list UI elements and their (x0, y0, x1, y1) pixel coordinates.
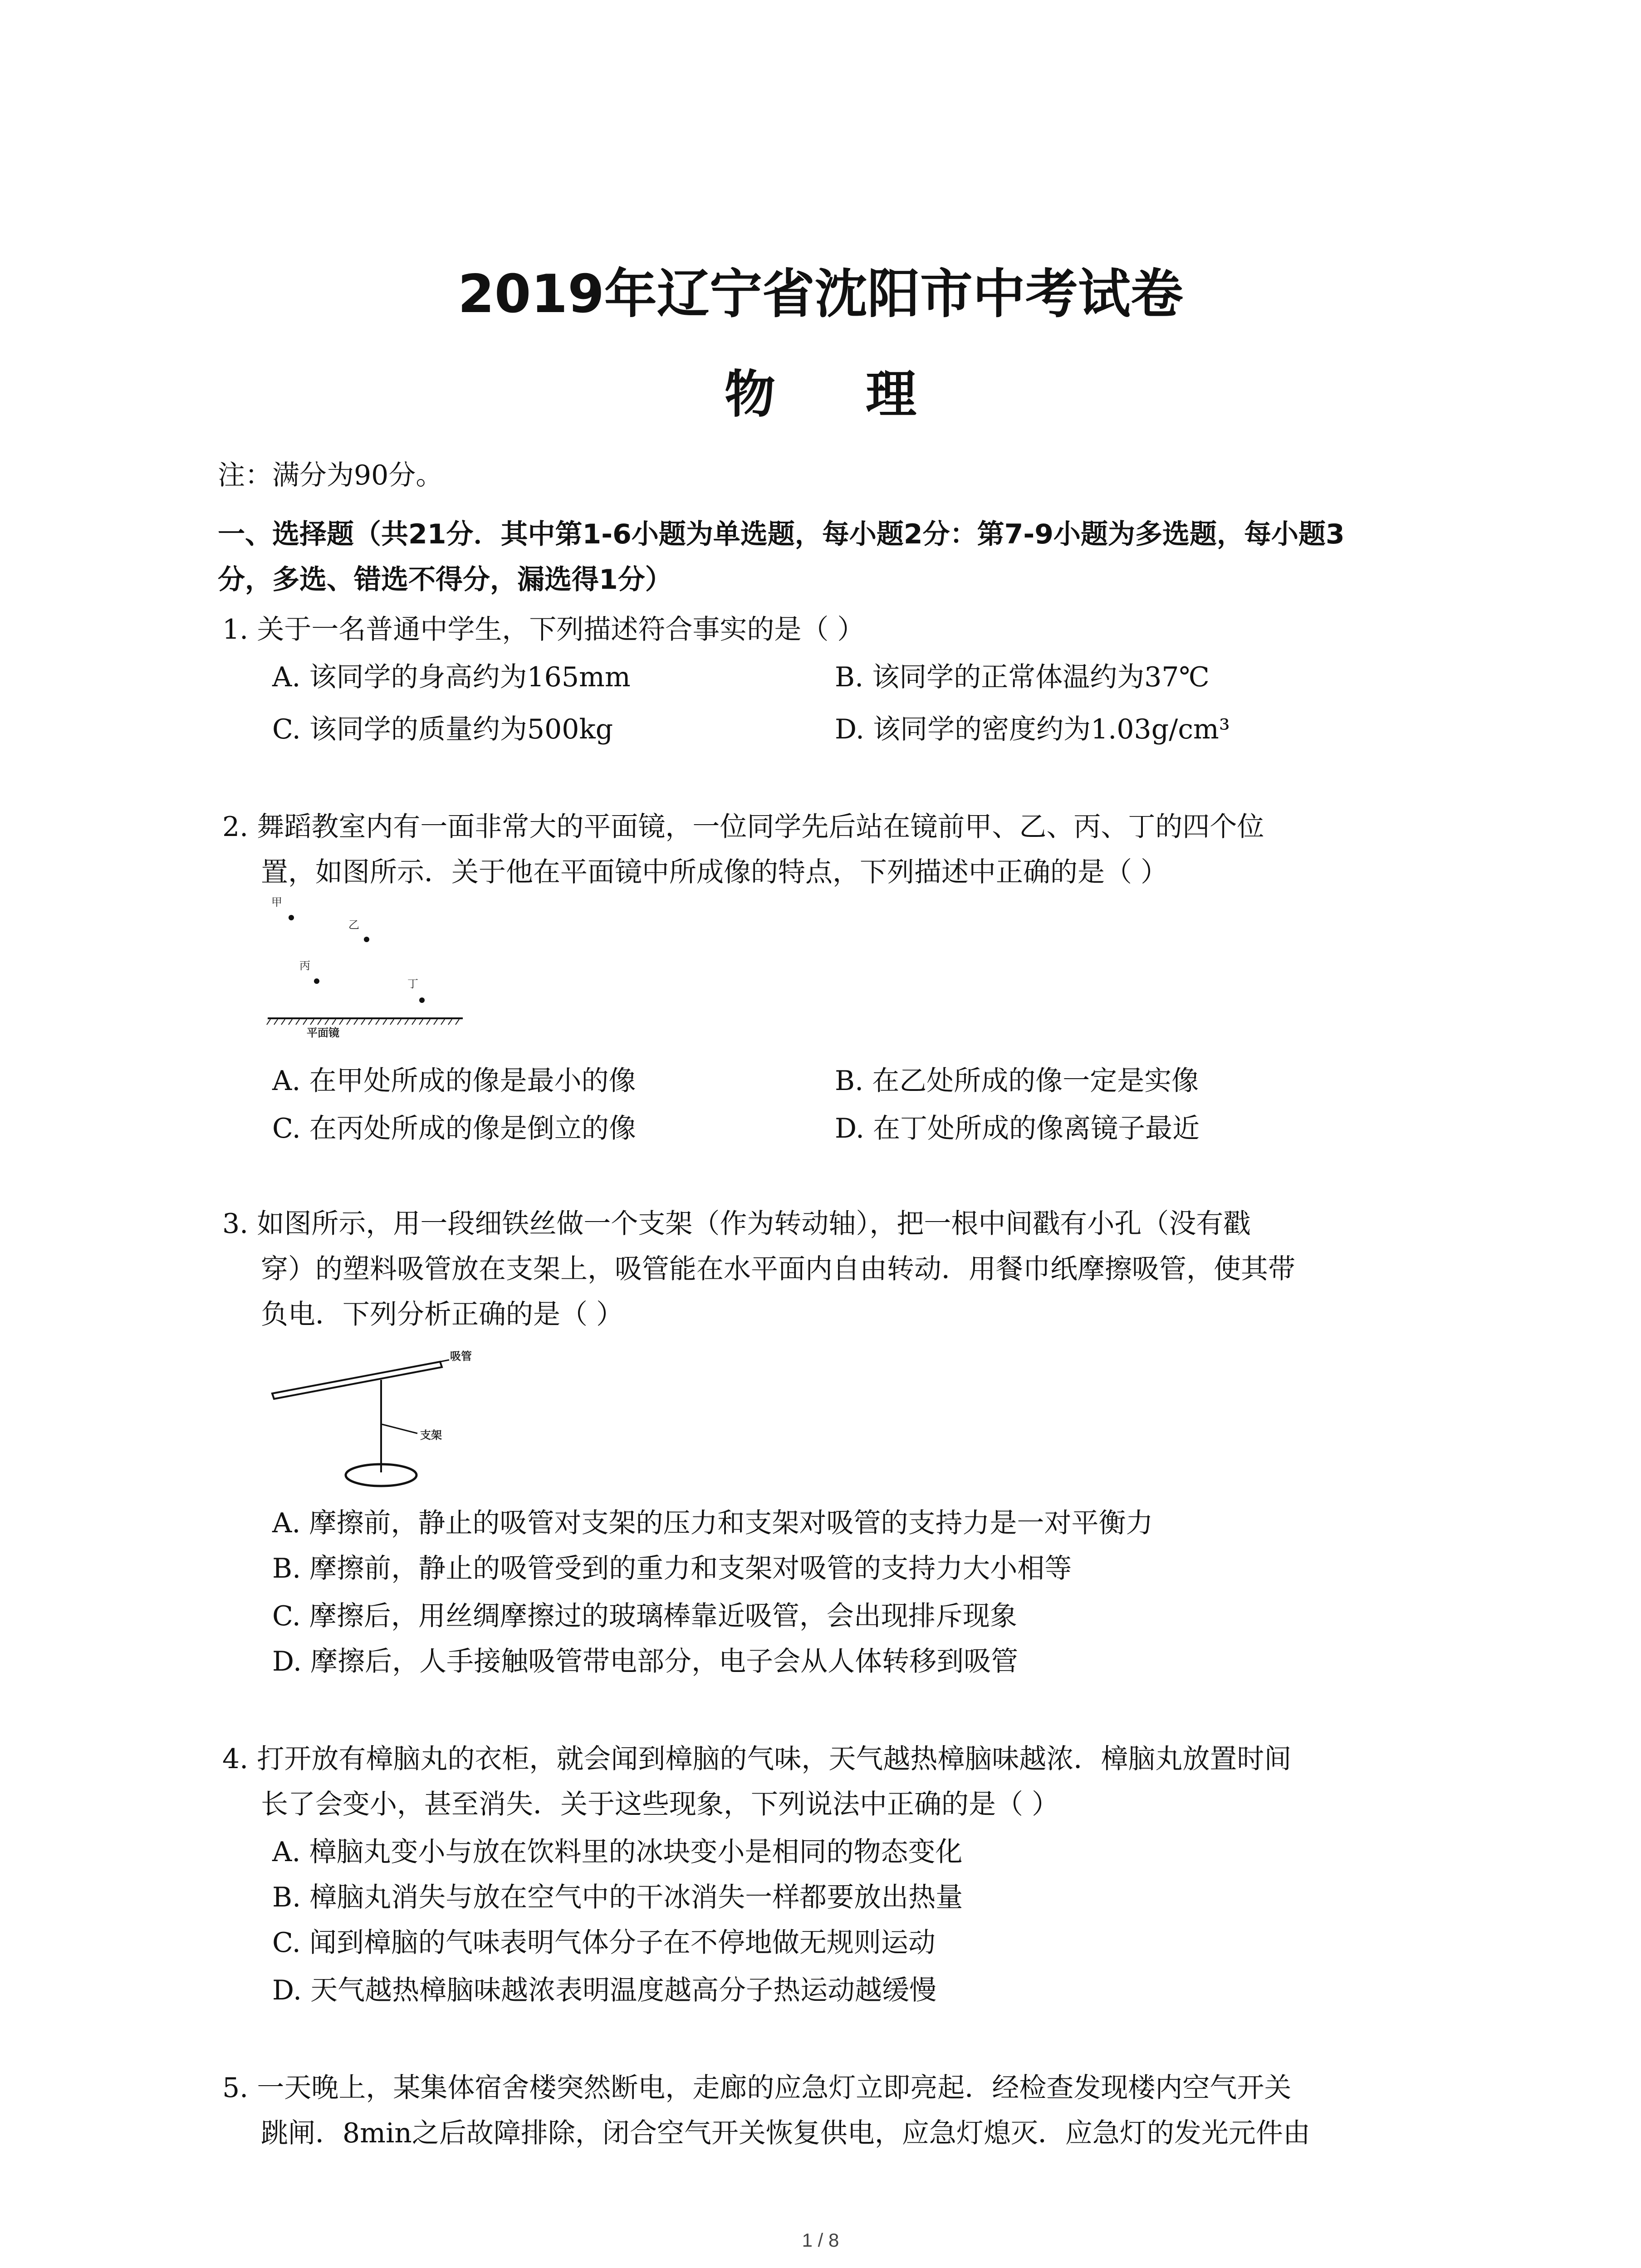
q3-stem-line2: 穿）的塑料吸管放在支架上，吸管能在水平面内自由转动．用餐巾纸摩擦吸管，使其带 (261, 1253, 1295, 1285)
page-number: 1 / 8 (802, 2229, 839, 2251)
q4-option-b: B. 樟脑丸消失与放在空气中的干冰消失一样都要放出热量 (272, 1882, 963, 1913)
q2-option-b: B. 在乙处所成的像一定是实像 (835, 1065, 1199, 1097)
q2-stem-line2: 置，如图所示．关于他在平面镜中所成像的特点，下列描述中正确的是（ ） (261, 856, 1168, 888)
label-straw: 吸管 (450, 1350, 472, 1363)
q2-option-a: A. 在甲处所成的像是最小的像 (272, 1065, 636, 1097)
q4-option-c: C. 闻到樟脑的气味表明气体分子在不停地做无规则运动 (272, 1927, 936, 1959)
q1-option-b: B. 该同学的正常体温约为37℃ (835, 661, 1210, 693)
q1-option-a: A. 该同学的身高约为165mm (272, 661, 631, 693)
q2-option-d: D. 在丁处所成的像离镜子最近 (835, 1113, 1200, 1144)
label-jia: 甲 (271, 896, 282, 909)
q2-option-c: C. 在丙处所成的像是倒立的像 (272, 1113, 636, 1144)
straw-shape (272, 1362, 442, 1399)
q1-stem: 1. 关于一名普通中学生，下列描述符合事实的是（ ） (222, 614, 865, 645)
position-jia-dot (289, 915, 294, 920)
position-ding-dot (419, 997, 425, 1003)
q3-stem-line1: 3. 如图所示，用一段细铁丝做一个支架（作为转动轴），把一根中间戳有小孔（没有戳 (222, 1208, 1251, 1240)
q4-option-d: D. 天气越热樟脑味越浓表明温度越高分子热运动越缓慢 (272, 1975, 937, 2006)
section-heading-line1: 一、选择题（共21分．其中第1-6小题为单选题，每小题2分：第7-9小题为多选题，每小题3 (218, 518, 1345, 550)
q4-stem-line1: 4. 打开放有樟脑丸的衣柜，就会闻到樟脑的气味，天气越热樟脑味越浓．樟脑丸放置时间 (222, 1743, 1292, 1775)
exam-title: 2019年辽宁省沈阳市中考试卷 (458, 264, 1183, 325)
subject-title: 物 理 (725, 365, 953, 424)
q3-stem-line3: 负电．下列分析正确的是（ ） (261, 1299, 624, 1330)
q1-option-c: C. 该同学的质量约为500kg (272, 714, 613, 745)
q3-option-c: C. 摩擦后，用丝绸摩擦过的玻璃棒靠近吸管，会出现排斥现象 (272, 1600, 1017, 1632)
label-bing: 丙 (299, 959, 310, 972)
label-stand: 支架 (420, 1429, 442, 1442)
position-yi-dot (364, 937, 369, 942)
q3-option-a: A. 摩擦前，静止的吸管对支架的压力和支架对吸管的支持力是一对平衡力 (272, 1507, 1153, 1539)
label-yi: 乙 (348, 919, 359, 931)
q4-option-a: A. 樟脑丸变小与放在饮料里的冰块变小是相同的物态变化 (272, 1836, 963, 1868)
section-heading-line2: 分，多选、错选不得分，漏选得1分） (218, 564, 672, 596)
label-mirror: 平面镜 (307, 1026, 339, 1039)
q3-option-d: D. 摩擦后，人手接触吸管带电部分，电子会从人体转移到吸管 (272, 1646, 1019, 1677)
q5-stem-line1: 5. 一天晚上，某集体宿舍楼突然断电，走廊的应急灯立即亮起．经检查发现楼内空气开关 (222, 2072, 1292, 2104)
q1-option-d: D. 该同学的密度约为1.03g/cm³ (835, 714, 1230, 745)
straw-stand-figure (268, 1343, 540, 1492)
q5-stem-line2: 跳闸．8min之后故障排除，闭合空气开关恢复供电，应急灯熄灭．应急灯的发光元件由 (261, 2117, 1310, 2149)
q2-stem-line1: 2. 舞蹈教室内有一面非常大的平面镜，一位同学先后站在镜前甲、乙、丙、丁的四个位 (222, 811, 1264, 843)
mirror-positions-figure (263, 896, 472, 1050)
stand-label-leader (382, 1424, 417, 1433)
q3-option-b: B. 摩擦前，静止的吸管受到的重力和支架对吸管的支持力大小相等 (272, 1553, 1072, 1584)
mirror-hatching (267, 1019, 459, 1025)
q4-stem-line2: 长了会变小，甚至消失．关于这些现象，下列说法中正确的是（ ） (261, 1789, 1059, 1820)
full-score-note: 注：满分为90分。 (218, 459, 443, 491)
position-bing-dot (314, 978, 319, 984)
label-ding: 丁 (407, 978, 418, 990)
